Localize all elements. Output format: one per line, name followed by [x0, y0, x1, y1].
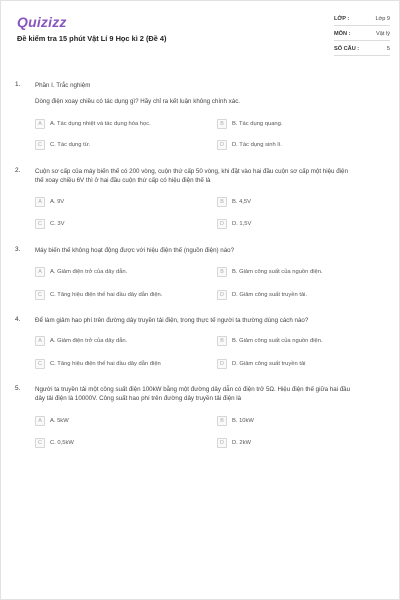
option-b[interactable] — [217, 118, 283, 130]
option-c[interactable] — [35, 437, 74, 449]
option-d[interactable] — [217, 139, 282, 151]
option-text: C. Tăng hiệu điện thế hai đầu dây dẫn điện. — [50, 292, 163, 298]
option-text: B. 4,5V — [232, 199, 252, 205]
option-text: A. Giảm điện trở của dây dẫn. — [50, 269, 128, 275]
option-text: A. Tác dụng nhiệt và tác dụng hóa học. — [50, 121, 151, 127]
option-text: C. 0,5kW — [50, 440, 74, 446]
option-b[interactable] — [217, 335, 323, 347]
option-letter-box: C — [35, 140, 45, 150]
question-text: Để làm giảm hao phí trên đường dây truyền tải điện, trong thực tế người ta thường dùng cách nào? — [35, 317, 309, 324]
question-text: dây tải điện là 10000V. Công suất hao phí trên đường dây truyền tải điện là — [35, 395, 242, 402]
option-text: A. 9V — [50, 199, 65, 205]
option-letter-box: B — [217, 119, 227, 129]
option-letter-box: C — [35, 438, 45, 448]
question-number: 5. — [15, 385, 21, 392]
option-c[interactable] — [35, 358, 161, 370]
option-letter-box: D — [217, 290, 227, 300]
question-text: Người ta truyền tải một công suất điện 100kW bằng một đường dây dẫn có điện trở 5Ω. Hiệu điện thế giữa hai đầu — [35, 386, 351, 393]
question-number: 3. — [15, 246, 21, 253]
meta-count-value: 5 — [386, 46, 390, 52]
meta-divider — [334, 25, 390, 26]
question-number: 2. — [15, 167, 21, 174]
option-letter-box: B — [217, 267, 227, 277]
meta-divider — [334, 40, 390, 41]
option-a[interactable] — [35, 266, 127, 278]
meta-subject-value: Vật lý — [376, 31, 390, 37]
question-text: Máy biến thế không hoạt động được với hiệu điện thế (nguồn điện) nào? — [35, 247, 235, 254]
option-c[interactable] — [35, 289, 162, 301]
option-text: B. Giảm công suất của nguồn điện. — [232, 338, 323, 344]
option-letter-box: A — [35, 336, 45, 346]
option-letter-box: B — [217, 416, 227, 426]
meta-class-label: LỚP : — [334, 16, 350, 22]
quizizz-logo: Quizizz — [17, 14, 67, 30]
meta-count-row — [334, 46, 390, 56]
meta-class-row — [334, 16, 390, 26]
option-text: B. Giảm công suất của nguồn điện. — [232, 269, 323, 275]
option-letter-box: C — [35, 290, 45, 300]
option-b[interactable] — [217, 196, 251, 208]
option-d[interactable] — [217, 437, 251, 449]
option-text: B. Tác dụng quang. — [232, 121, 283, 127]
option-text: A. 5kW — [50, 418, 69, 424]
option-letter-box: D — [217, 140, 227, 150]
option-letter-box: D — [217, 438, 227, 448]
option-letter-box: A — [35, 267, 45, 277]
option-letter-box: B — [217, 197, 227, 207]
option-c[interactable] — [35, 139, 90, 151]
meta-subject-label: MÔN : — [334, 31, 351, 37]
question-text: Cuộn sơ cấp của máy biến thế có 200 vòng, cuộn thứ cấp 50 vòng, khi đặt vào hai đầu cuộn sơ cấp một hiệu điện — [35, 168, 348, 175]
question-text: thế xoay chiều 6V thì ở hai đầu cuộn thứ cấp có hiệu điện thế là — [35, 177, 211, 184]
option-letter-box: A — [35, 197, 45, 207]
option-text: C. Tăng hiệu điện thế hai đầu dây dẫn điện — [50, 361, 161, 367]
option-text: B. 10kW — [232, 418, 254, 424]
worksheet-title: Đề kiểm tra 15 phút Vật Lí 9 Học kì 2 (Đề 4) — [17, 34, 167, 43]
option-text: A. Giảm điện trở của dây dẫn. — [50, 338, 128, 344]
option-text: D. Giảm công suất truyền tải — [232, 361, 306, 367]
option-d[interactable] — [217, 289, 307, 301]
option-text: D. 2kW — [232, 440, 252, 446]
question-text: Dòng điện xoay chiều có tác dụng gì? Hãy chỉ ra kết luận không chính xác. — [35, 98, 241, 105]
option-text: C. Tác dụng từ. — [50, 142, 91, 148]
option-letter-box: A — [35, 416, 45, 426]
section-heading: Phần I. Trắc nghiệm — [35, 82, 91, 89]
option-c[interactable] — [35, 218, 65, 230]
option-letter-box: C — [35, 359, 45, 369]
option-text: D. Tác dụng sinh lí. — [232, 142, 282, 148]
option-letter-box: D — [217, 359, 227, 369]
option-text: D. Giảm công suất truyền tải. — [232, 292, 308, 298]
option-b[interactable] — [217, 266, 323, 278]
option-a[interactable] — [35, 415, 69, 427]
meta-class-value: Lớp 9 — [375, 16, 390, 22]
option-letter-box: B — [217, 336, 227, 346]
meta-divider — [334, 55, 390, 56]
option-letter-box: D — [217, 219, 227, 229]
option-a[interactable] — [35, 335, 127, 347]
option-letter-box: A — [35, 119, 45, 129]
question-number: 4. — [15, 316, 21, 323]
option-d[interactable] — [217, 218, 251, 230]
meta-subject-row — [334, 31, 390, 41]
option-letter-box: C — [35, 219, 45, 229]
question-number: 1. — [15, 81, 21, 88]
option-a[interactable] — [35, 196, 64, 208]
option-b[interactable] — [217, 415, 254, 427]
meta-count-label: SỐ CÂU : — [334, 46, 360, 52]
option-d[interactable] — [217, 358, 305, 370]
option-a[interactable] — [35, 118, 151, 130]
option-text: D. 1,5V — [232, 221, 252, 227]
option-text: C. 3V — [50, 221, 65, 227]
